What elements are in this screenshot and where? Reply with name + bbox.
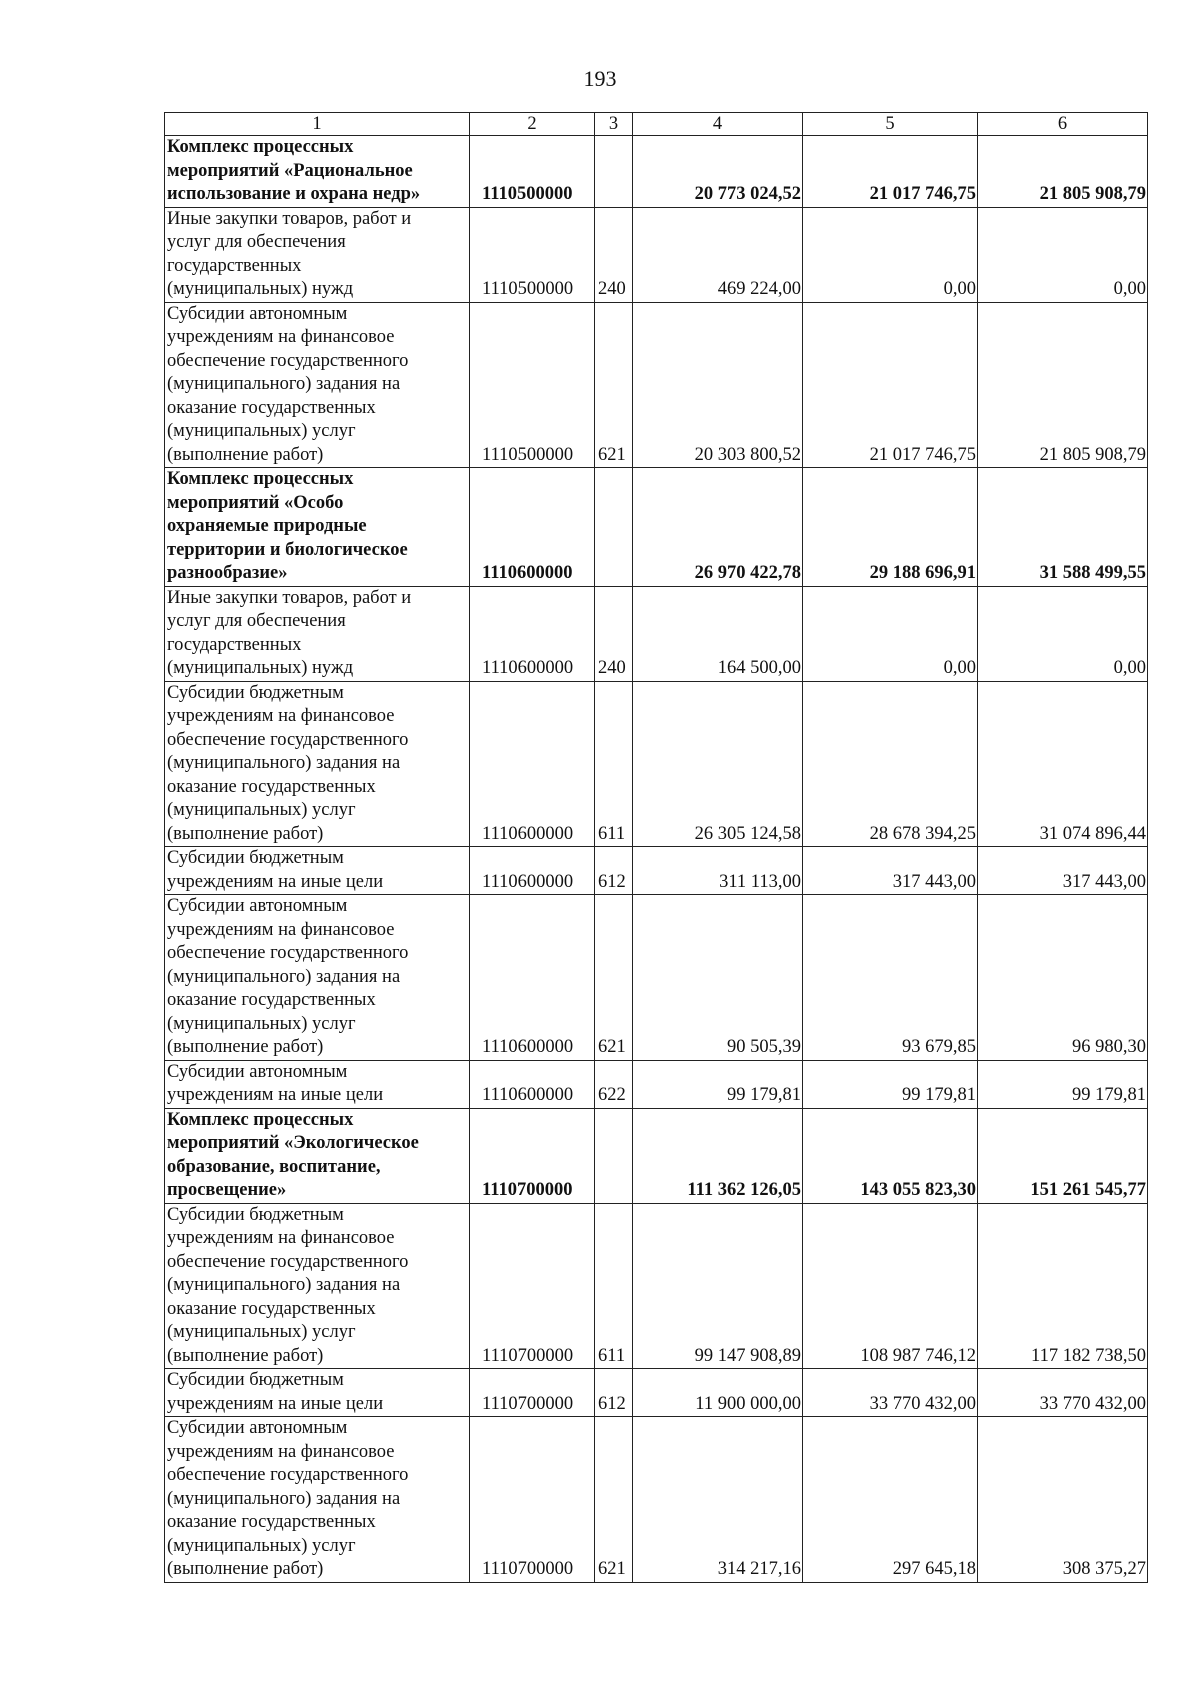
row-name-line: (муниципального) задания на [167,374,401,394]
target-article-code-cell: 1110700000 [470,1203,595,1369]
amount-cell-col4: 164 500,00 [633,586,803,681]
amount-cell-col5: 0,00 [803,586,978,681]
table-body [165,136,1148,1583]
expense-type-cell: 612 [595,1369,633,1417]
amount-cell-col4: 311 113,00 [633,847,803,895]
row-name-line: (выполнение работ) [167,444,324,465]
table-row [165,1369,1148,1417]
amount-cell-col6: 0,00 [978,207,1148,302]
row-name-line: оказание государственных [167,990,376,1010]
amount-cell-col6: 21 805 908,79 [978,136,1148,208]
row-name-line: (выполнение работ) [167,823,324,844]
target-article-code-cell: 1110700000 [470,1108,595,1203]
expense-type-cell: 621 [595,302,633,468]
amount-cell-col5: 108 987 746,12 [803,1203,978,1369]
amount-cell-col6: 31 074 896,44 [978,681,1148,847]
row-name-line: (муниципальных) услуг [167,1535,356,1556]
row-name-line: государственных [167,255,302,276]
row-name-line: просвещение» [167,1180,287,1200]
row-name-cell [165,207,470,302]
amount-cell-col6: 0,00 [978,586,1148,681]
amount-cell-col5: 317 443,00 [803,847,978,895]
target-article-code-cell: 1110600000 [470,1060,595,1108]
program-group-row [165,468,1148,587]
amount-cell-col6: 33 770 432,00 [978,1369,1148,1417]
row-name-line: разнообразие» [167,563,288,583]
row-name-cell [165,302,470,468]
table-row [165,681,1148,847]
row-name-line: учреждениям на финансовое [167,1441,395,1462]
amount-cell-col4: 26 970 422,78 [633,468,803,587]
target-article-code-cell: 1110500000 [470,302,595,468]
target-article-code-cell: 1110500000 [470,136,595,208]
amount-cell-col5: 0,00 [803,207,978,302]
row-name-line: обеспечение государственного [167,729,409,750]
row-name-line: Субсидии автономным [167,303,348,324]
row-name-line: оказание государственных [167,776,376,797]
expense-type-cell: 611 [595,1203,633,1369]
row-name-line: (выполнение работ) [167,1037,324,1057]
column-header: 6 [978,113,1148,136]
table-row [165,895,1148,1061]
amount-cell-col6: 151 261 545,77 [978,1108,1148,1203]
program-group-row [165,1108,1148,1203]
row-name-line: (муниципального) задания на [167,1275,401,1295]
row-name-line: мероприятий «Экологическое [167,1133,419,1153]
expense-type-cell [595,468,633,587]
budget-table [164,112,1148,1583]
row-name-line: (муниципальных) услуг [167,1013,356,1034]
table-row [165,302,1148,468]
column-number-row [165,113,1148,136]
row-name-line: Комплекс процессных [167,137,354,157]
row-name-line: Субсидии автономным [167,1061,348,1082]
row-name-line: Субсидии бюджетным [167,1204,344,1225]
amount-cell-col6: 31 588 499,55 [978,468,1148,587]
amount-cell-col5: 28 678 394,25 [803,681,978,847]
amount-cell-col5: 21 017 746,75 [803,302,978,468]
amount-cell-col5: 93 679,85 [803,895,978,1061]
amount-cell-col4: 90 505,39 [633,895,803,1061]
row-name-line: (муниципального) задания на [167,753,401,773]
row-name-line: услуг для обеспечения [167,232,346,252]
amount-cell-col5: 297 645,18 [803,1417,978,1583]
row-name-line: государственных [167,634,302,655]
target-article-code-cell: 1110600000 [470,847,595,895]
row-name-line: Иные закупки товаров, работ и [167,587,412,608]
row-name-cell [165,681,470,847]
table-row [165,847,1148,895]
row-name-line: мероприятий «Особо [167,492,344,513]
row-name-line: (муниципальных) услуг [167,1322,356,1342]
row-name-line: обеспечение государственного [167,350,409,371]
row-name-line: оказание государственных [167,1298,376,1319]
row-name-line: (муниципального) задания на [167,966,401,987]
column-header: 5 [803,113,978,136]
row-name-cell [165,1203,470,1369]
target-article-code-cell: 1110700000 [470,1369,595,1417]
amount-cell-col4: 314 217,16 [633,1417,803,1583]
row-name-line: охраняемые природные [167,516,367,536]
row-name-line: (муниципальных) нужд [167,279,354,299]
expense-type-cell: 622 [595,1060,633,1108]
row-name-line: обеспечение государственного [167,1251,409,1272]
page-number: 193 [583,66,617,91]
row-name-cell [165,468,470,587]
amount-cell-col6: 317 443,00 [978,847,1148,895]
row-name-cell [165,136,470,208]
row-name-cell [165,1369,470,1417]
row-name-line: оказание государственных [167,397,376,418]
row-name-line: Комплекс процессных [167,469,354,489]
expense-type-cell: 240 [595,207,633,302]
target-article-code-cell: 1110600000 [470,681,595,847]
row-name-line: учреждениям на иные цели [167,871,384,892]
row-name-line: образование, воспитание, [167,1156,381,1177]
expense-type-cell: 240 [595,586,633,681]
amount-cell-col5: 143 055 823,30 [803,1108,978,1203]
column-header: 1 [165,113,470,136]
row-name-line: (муниципального) задания на [167,1488,401,1509]
table-row [165,586,1148,681]
expense-type-cell: 621 [595,1417,633,1583]
row-name-line: учреждениям на финансовое [167,327,395,347]
target-article-code-cell: 1110500000 [470,207,595,302]
row-name-cell [165,1060,470,1108]
row-name-cell [165,586,470,681]
amount-cell-col6: 308 375,27 [978,1417,1148,1583]
row-name-line: услуг для обеспечения [167,611,346,631]
expense-type-cell: 611 [595,681,633,847]
row-name-line: (выполнение работ) [167,1559,324,1579]
row-name-line: учреждениям на иные цели [167,1393,384,1414]
table-row [165,207,1148,302]
target-article-code-cell: 1110600000 [470,468,595,587]
amount-cell-col6: 21 805 908,79 [978,302,1148,468]
row-name-line: обеспечение государственного [167,943,409,963]
row-name-line: Субсидии автономным [167,896,348,916]
column-header: 3 [595,113,633,136]
row-name-line: мероприятий «Рациональное [167,160,413,181]
row-name-line: учреждениям на финансовое [167,706,395,726]
row-name-line: Субсидии автономным [167,1418,348,1438]
amount-cell-col4: 111 362 126,05 [633,1108,803,1203]
row-name-line: Комплекс процессных [167,1109,354,1130]
row-name-line: учреждениям на финансовое [167,919,395,940]
amount-cell-col5: 33 770 432,00 [803,1369,978,1417]
expense-type-cell: 612 [595,847,633,895]
row-name-line: учреждениям на финансовое [167,1228,395,1248]
column-header: 2 [470,113,595,136]
amount-cell-col6: 99 179,81 [978,1060,1148,1108]
row-name-cell [165,1417,470,1583]
row-name-line: Субсидии бюджетным [167,1370,344,1390]
expense-type-cell [595,1108,633,1203]
amount-cell-col4: 20 773 024,52 [633,136,803,208]
row-name-line: (муниципальных) нужд [167,658,354,678]
amount-cell-col5: 29 188 696,91 [803,468,978,587]
row-name-line: (муниципальных) услуг [167,800,356,820]
amount-cell-col4: 99 179,81 [633,1060,803,1108]
row-name-cell [165,895,470,1061]
column-header: 4 [633,113,803,136]
amount-cell-col4: 20 303 800,52 [633,302,803,468]
row-name-line: обеспечение государственного [167,1465,409,1485]
target-article-code-cell: 1110600000 [470,586,595,681]
row-name-cell [165,847,470,895]
row-name-line: Субсидии бюджетным [167,848,344,868]
amount-cell-col6: 117 182 738,50 [978,1203,1148,1369]
expense-type-cell: 621 [595,895,633,1061]
row-name-line: использование и охрана недр» [167,184,421,204]
amount-cell-col6: 96 980,30 [978,895,1148,1061]
target-article-code-cell: 1110600000 [470,895,595,1061]
amount-cell-col5: 21 017 746,75 [803,136,978,208]
amount-cell-col4: 469 224,00 [633,207,803,302]
row-name-line: учреждениям на иные цели [167,1085,384,1105]
expense-type-cell [595,136,633,208]
table-row [165,1417,1148,1583]
table-row [165,1203,1148,1369]
row-name-line: (муниципальных) услуг [167,421,356,441]
row-name-line: оказание государственных [167,1512,376,1532]
row-name-line: территории и биологическое [167,539,408,560]
row-name-cell [165,1108,470,1203]
table-row [165,1060,1148,1108]
target-article-code-cell: 1110700000 [470,1417,595,1583]
amount-cell-col4: 26 305 124,58 [633,681,803,847]
program-group-row [165,136,1148,208]
row-name-line: Иные закупки товаров, работ и [167,208,412,229]
amount-cell-col5: 99 179,81 [803,1060,978,1108]
amount-cell-col4: 99 147 908,89 [633,1203,803,1369]
amount-cell-col4: 11 900 000,00 [633,1369,803,1417]
row-name-line: (выполнение работ) [167,1345,324,1366]
row-name-line: Субсидии бюджетным [167,682,344,703]
